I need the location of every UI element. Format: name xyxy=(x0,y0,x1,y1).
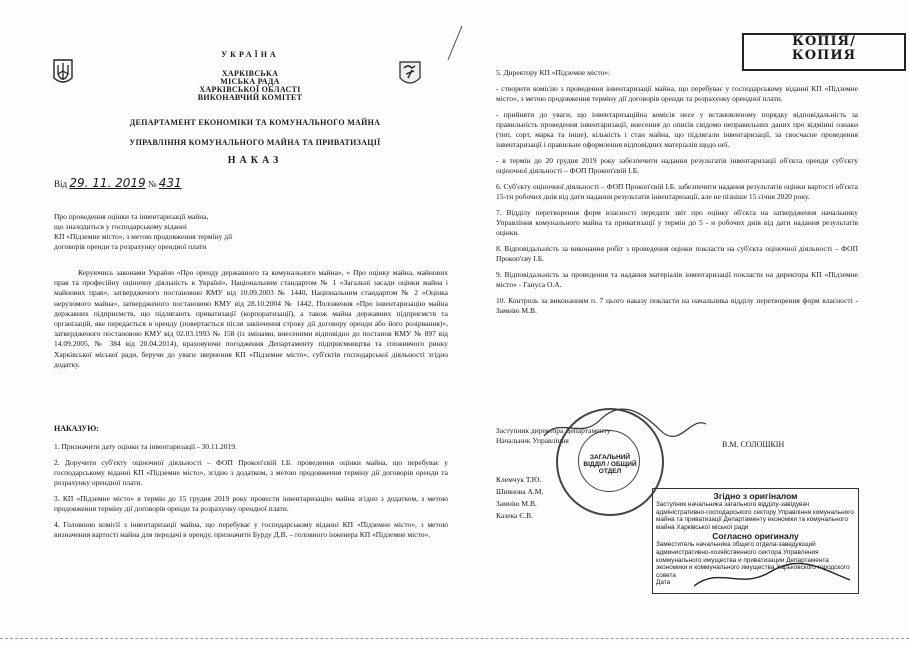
council-line: МІСЬКА РАДА xyxy=(220,77,280,86)
order-heading: НАКАЗУЮ: xyxy=(54,424,99,433)
preamble-text: Керуючись законами України «Про оренду державного та комунального майна», « Про оцінку майна, майнових прав та професійну оціночну діяльність в Україні», Національним стандартом № 1 «Загальні засади оцінки майна і майнових прав», затвердженого постановою КМУ від 10.09.2003 № 1440, Національним стандартом № 2 «Оцінка нерухомого майна», затвердженого постановою КМУ від 28.10.2004 № 1442, Положення «Про інвентаризацію майна державних підприємств, що підлягають приватизації (корпоратизації), а також майна державних підприємств та організацій, яке передається в оренду (повертається після закінчення строку дії договору оренди або його розірвання)», затвердженого постановою КМУ від 02.03.1993 № 158 (із змінами, внесеними відповідно до постанов КМУ № 897 від 14.09.2005, № 384 від 20.04.2014), враховуючи погодження Департаменту підприємництва та споживчого ринку Харківської міської ради, беручи до уваги звернення КП «Підземне місто», суб'єктів господарської діяльності згідно додатку. xyxy=(54,268,448,369)
copy-stamp-line: КОПИЯ xyxy=(791,48,857,63)
number-value: 431 xyxy=(158,176,182,190)
order-item: 10. Контроль за виконанням п. 7 цього наказу покласти на начальника відділу перетворення форм власності - Замнію М.В. xyxy=(496,296,858,315)
order-item: 4. Головною комісії з інвентаризації майна, що перебуває у господарському віданні КП «Підземне місто», з метою визначення вартості майна для передачі в оренду, призначити Бурду Д.В. – головного інженера КП «Підземне місто». xyxy=(54,520,448,539)
trident-emblem-icon xyxy=(52,58,74,88)
subject-block xyxy=(54,212,294,252)
stamp-ua-text: Заступник начальника загального відділу-завідувач адміністративно-господарського сектору Управління комунального майна та приватизації Департаменту економіки та комунального майна Харківської міської ради xyxy=(656,501,854,531)
council-block xyxy=(170,70,330,102)
country-title: УКРАЇНА xyxy=(221,50,279,59)
round-seal-text: ЗАГАЛЬНИЙ ВІДДІЛ / ОБЩИЙ ОТДЕЛ xyxy=(583,454,637,475)
executor-name: Казека Є.В. xyxy=(496,511,533,520)
copy-stamp xyxy=(742,33,906,71)
number-prefix: № xyxy=(147,179,157,189)
stamp-ru-title: Согласно оригиналу xyxy=(712,531,799,542)
left-items-list xyxy=(54,442,448,546)
order-item: - в термін до 20 грудня 2019 року забезпечити надання результатів інвентаризації об'єкта оренди суб'єкту оціночної діяльності – ФОП Прокоп'євій І.Б. xyxy=(496,156,858,175)
executor-name: Клемчук Т.Ю. xyxy=(496,475,542,484)
pen-mark-icon xyxy=(446,22,466,62)
order-item: 8. Відповідальність за виконання робіт з проведення оцінки покласти на суб'єкта оціночної діяльності – ФОП Прокоп'єву І.Б. xyxy=(496,244,858,263)
order-item: 3. КП «Підземне місто» в термін до 15 грудня 2019 року провести інвентаризацію майна згідно з додатком, з метою продовження терміну дії договорів оренди та розрахунку орендної плати. xyxy=(54,494,448,513)
subject-line: КП «Підземне місто», з метою продовження терміну дії xyxy=(54,232,233,241)
doc-type-title: НАКАЗ xyxy=(227,155,283,166)
signatory-title-line: Заступник директора Департаменту – xyxy=(496,426,617,435)
order-item: 9. Відповідальність за проведення та надання матеріалів інвентаризації покласти на директора КП «Підземне місто» - Гануса О.А. xyxy=(496,270,858,289)
order-item: 2. Доручити суб'єкту оціночної діяльності – ФОП Прокоп'євій І.Б. проведення оцінки майна, що перебуває у господарському віданні КП «Підземне місто», згідно з додатком, з метою продовження терміну дії договорів оренди та розрахунку орендної плати. xyxy=(54,458,448,487)
signatory-title-line: Начальник Управління xyxy=(496,436,569,445)
signatory-name: В.М. СОЛОШКІН xyxy=(722,440,785,449)
subject-line: що знаходиться у господарському віданні xyxy=(54,222,187,231)
order-item: - створити комісію з проведення інвентаризації майна, що перебуває у господарському віданні КП «Підземне місто», з метою продовження терміну дії договорів оренди та розрахунку орендної плати. xyxy=(496,84,858,103)
department-title: ДЕПАРТАМЕНТ ЕКОНОМІКИ ТА КОМУНАЛЬНОГО МАЙНА xyxy=(129,118,381,127)
order-item: 7. Відділу перетворення форм власності передати звіт про оцінку об'єкта на затвердження начальнику Управління комунального майна та приватизації у термін до 5 - и робочих днів від дати надання результатів оцінки. xyxy=(496,208,858,237)
executor-name: Шиянова А.М. xyxy=(496,487,544,496)
order-date-line xyxy=(54,178,354,189)
stamp-ua-title: Згідно з оригіналом xyxy=(713,491,798,501)
subject-line: Про проведення оцінки та інвентаризації майна, xyxy=(54,212,209,221)
directorate-title: УПРАВЛІННЯ КОМУНАЛЬНОГО МАЙНА ТА ПРИВАТИЗАЦІЇ xyxy=(129,138,381,147)
copy-stamp-line: КОПІЯ/ xyxy=(792,34,856,49)
executor-name: Замнію М.В. xyxy=(496,499,537,508)
order-item: 1. Призначити дату оцінки та інвентаризації - 30.11.2019. xyxy=(54,442,237,451)
order-item: 5. Директору КП «Підземне місто»: xyxy=(496,68,611,77)
stamp-ru-text: Заместитель начальника общего отдела-заведующий административно-хозяйственного сектора Управления коммунального имущества и приватизации Департамента экономики и коммунального имущества Харьковского городского совета xyxy=(656,541,850,579)
date-prefix: Від xyxy=(54,179,68,189)
kharkiv-coat-of-arms-icon xyxy=(398,60,422,88)
council-line: ВИКОНАВЧИЙ КОМІТЕТ xyxy=(197,93,303,102)
signature-scribble-icon xyxy=(540,406,710,446)
page-edge-line xyxy=(0,638,909,639)
date-value: 29. 11. 2019 xyxy=(69,176,146,190)
order-item: - прийняти до уваги, що інвентаризаційна комісія несе у встановленому порядку відповідальність за правильність проведення інвентаризації, внесення до описів свідомо неправильних даних про відмінні ознаки (тип, сорт, марка та інше), кількість і стан майна, що підлягали інвентаризації, за свосчасне проведення інвентаризації і правильне оформлення відповідних матеріалів щодо неї. xyxy=(496,110,858,149)
council-line: ХАРКІВСЬКОЇ ОБЛАСТІ xyxy=(199,85,301,94)
right-items-list xyxy=(496,68,858,322)
subject-line: договорів оренди та розрахунку орендної плати xyxy=(54,242,207,251)
order-item: 6. Суб'єкту оціночної діяльності – ФОП Прокоп'євій І.Б. забезпечити надання результатів оцінки вартості об'єкта 15-ти робочих днів від дати надання результатів інвентаризації, але не пізніше 15 січня 2020 року. xyxy=(496,182,858,201)
stamp-date-label: Дата xyxy=(656,579,671,587)
council-line: ХАРКІВСЬКА xyxy=(221,69,279,78)
certification-signature-icon xyxy=(690,560,860,596)
